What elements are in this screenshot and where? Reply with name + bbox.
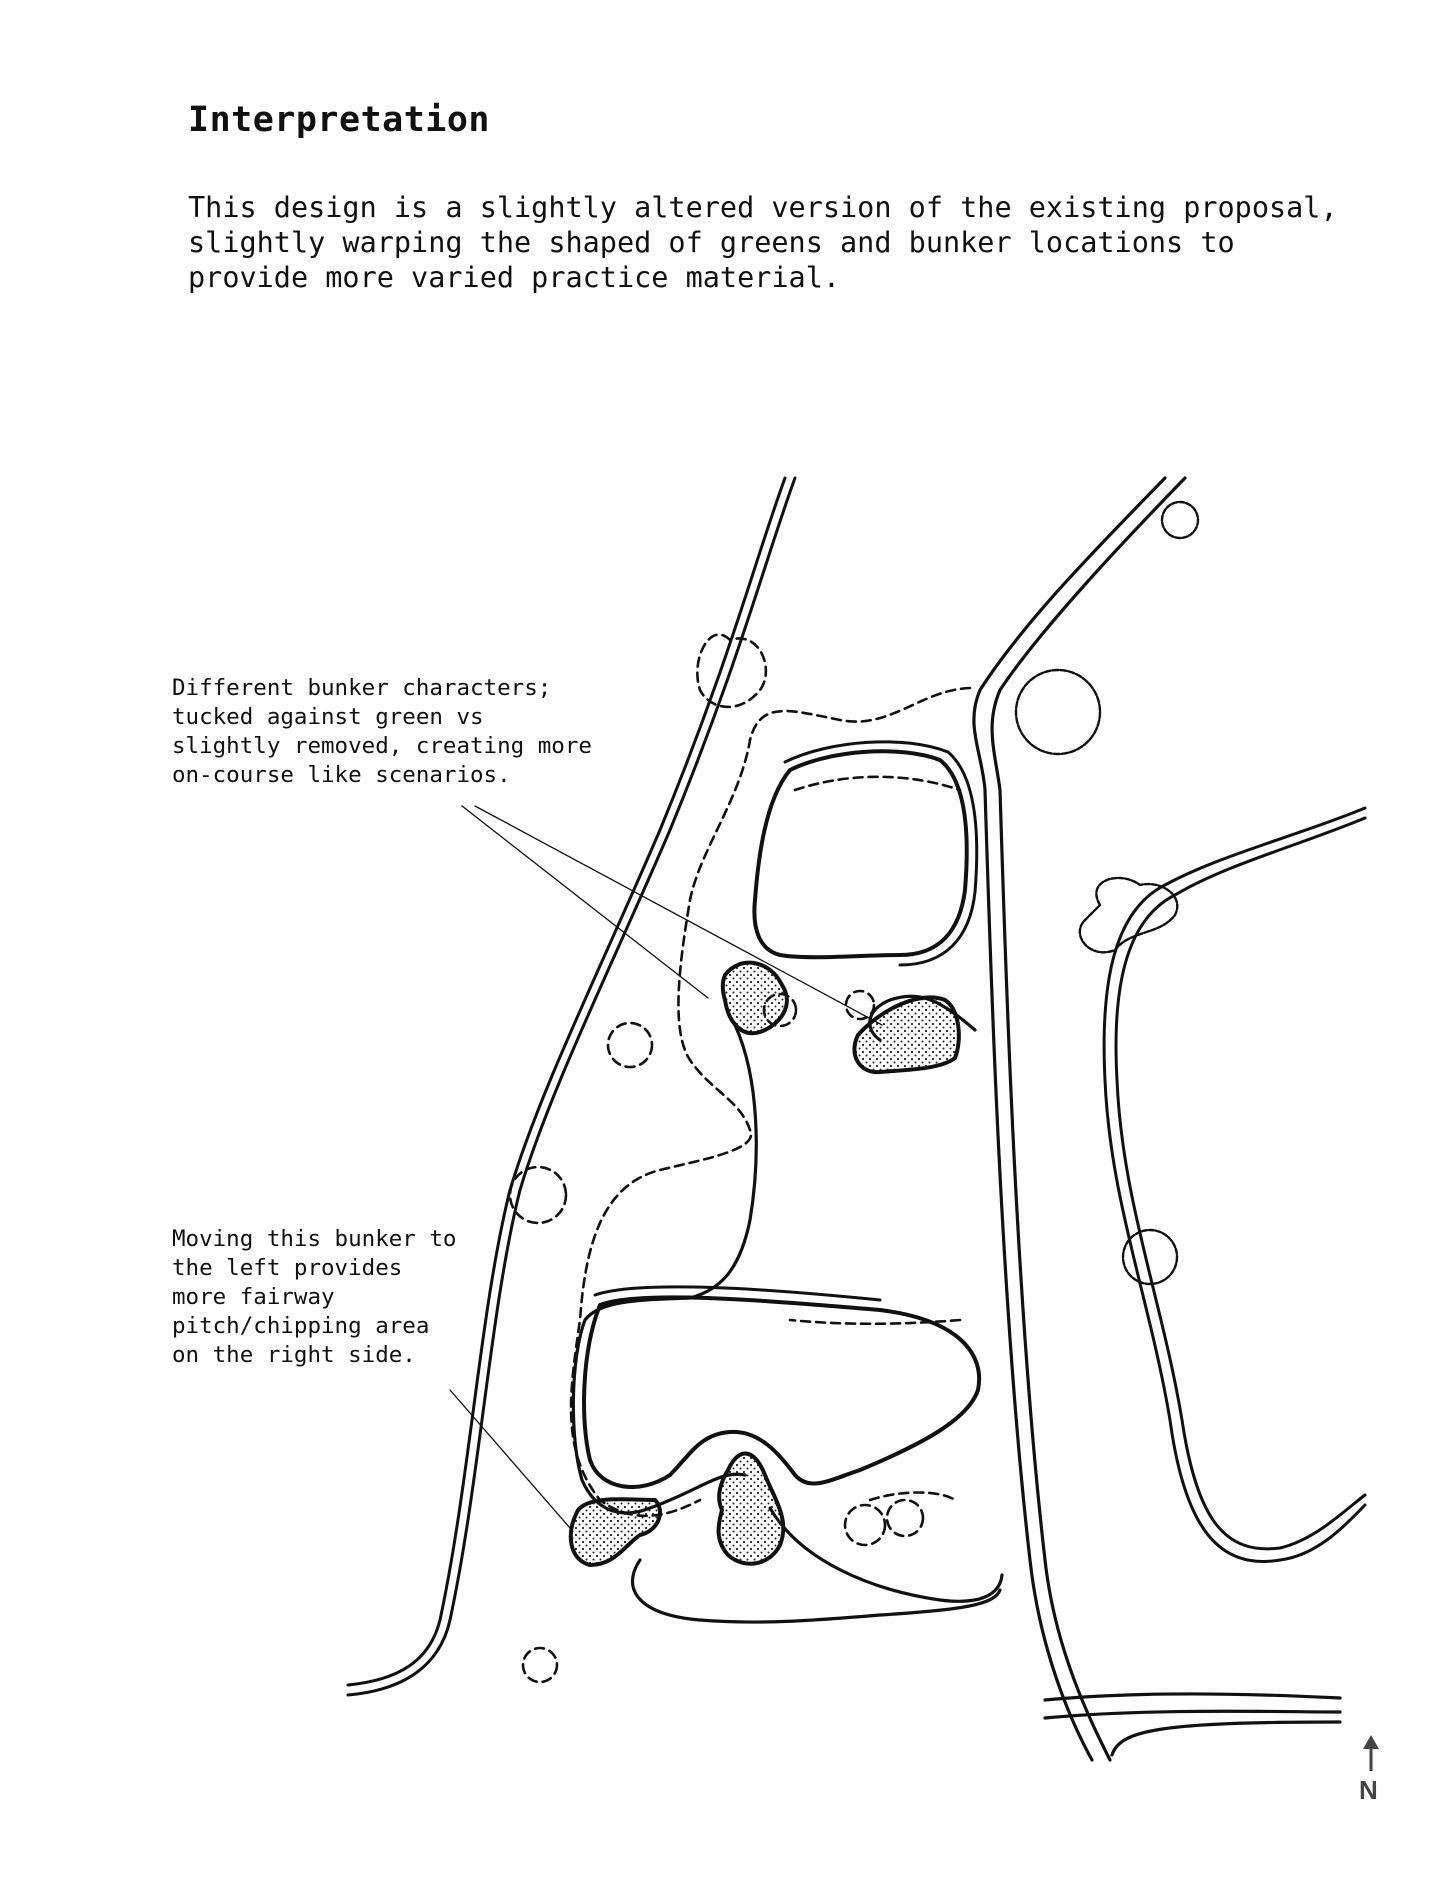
intro-line-3: provide more varied practice material. bbox=[188, 261, 841, 294]
north-label: N bbox=[1359, 1775, 1378, 1805]
bunker-upper-right bbox=[854, 997, 958, 1072]
bunker-lower-center bbox=[719, 1454, 784, 1564]
annotation-2-line-1: Moving this bunker to bbox=[172, 1226, 457, 1252]
annotation-2-line-4: pitch/chipping area bbox=[172, 1313, 430, 1339]
annotation-1-line-4: on-course like scenarios. bbox=[172, 762, 511, 788]
annotation-1-line-3: slightly removed, creating more bbox=[172, 733, 592, 759]
annotation-1-line-2: tucked against green vs bbox=[172, 704, 484, 730]
annotation-moving-bunker bbox=[172, 1225, 456, 1370]
annotation-1-line-1: Different bunker characters; bbox=[172, 675, 552, 701]
annotation-2-line-3: more fairway bbox=[172, 1284, 335, 1310]
intro-line-1: This design is a slightly altered version of the existing proposal, bbox=[188, 191, 1338, 224]
central-road bbox=[974, 478, 1340, 1760]
bunker-lower-left bbox=[571, 1499, 660, 1565]
annotation-bunker-characters bbox=[172, 674, 592, 790]
annotation-2-line-5: on the right side. bbox=[172, 1342, 416, 1368]
right-boundary-line bbox=[1104, 808, 1365, 1561]
page-title: Interpretation bbox=[188, 100, 491, 140]
tree-canopies bbox=[1016, 502, 1198, 1284]
upper-green bbox=[754, 742, 976, 965]
annotation-leaders bbox=[450, 806, 882, 1528]
annotation-2-line-2: the left provides bbox=[172, 1255, 403, 1281]
lower-green bbox=[584, 1287, 979, 1487]
intro-line-2: slightly warping the shaped of greens and bunker locations to bbox=[188, 226, 1235, 259]
bunker-upper-left bbox=[723, 963, 787, 1034]
